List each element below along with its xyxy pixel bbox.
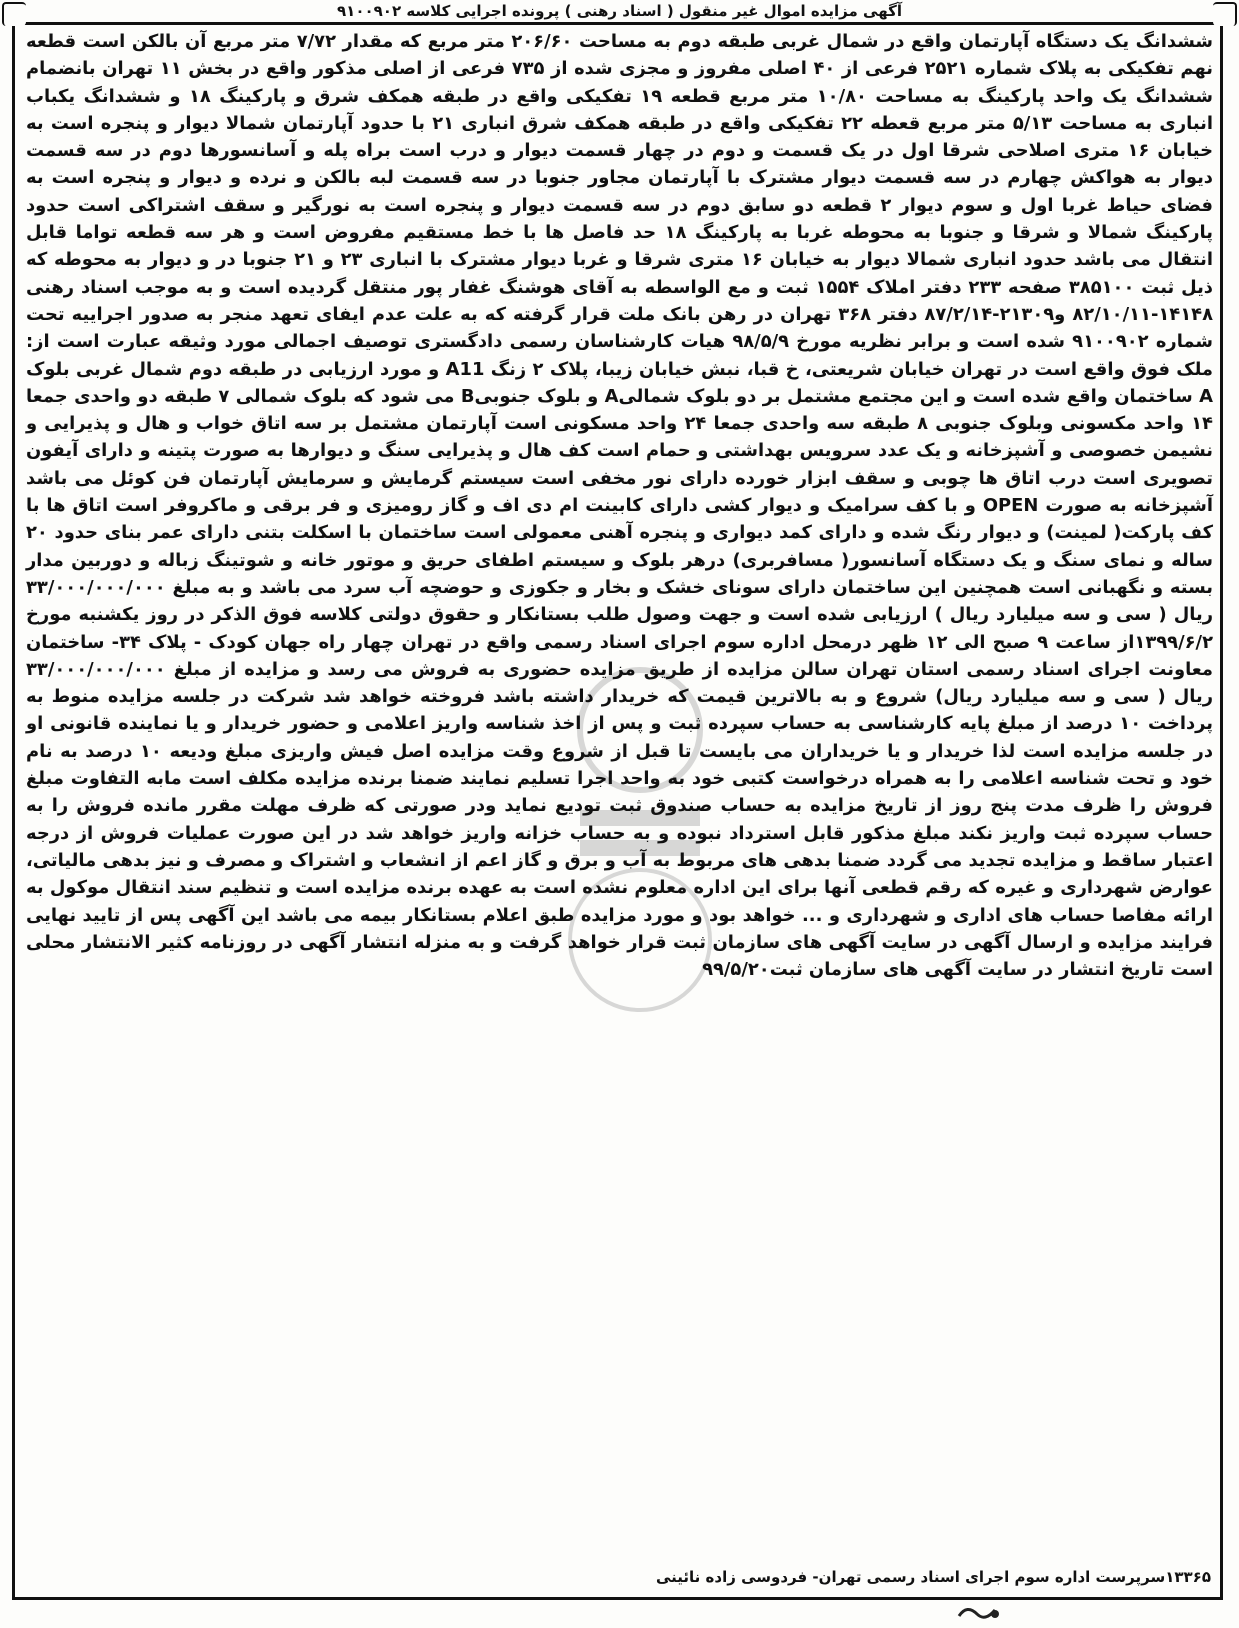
corner-ornament-top-right-icon [1213,2,1237,26]
stamp-mark-icon [955,1602,1003,1626]
notice-body-text: ششدانگ یک دستگاه آپارتمان واقع در شمال غربی طبقه دوم به مساحت ۲۰۶/۶۰ متر مربع که مقدار ۷/۷۲ متر مربع آن بالکن است قطعه نهم تفکیکی به پلاک شماره ۲۵۲۱ فرعی از ۴۰ اصلی مفروز و مجزی شده از ۷۳۵ فرعی از اصلی مذکور واقع در بخش ۱۱ تهران بانضمام ششدانگ یک واحد پارکینگ به مساحت ۱۰/۸۰ متر مربع قطعه ۱۹ تفکیکی واقع در طبقه همکف شرق و پارکینگ ۱۸ و ششدانگ یکباب انباری به مساحت ۵/۱۳ متر مربع قعطه ۲۲ تفکیکی واقع در طبقه همکف شرق انباری ۲۱ با حدود آپارتمان شمالا دیوار و پنجره است به خیابان ۱۶ متری اصلاحی شرقا اول در یک قسمت و دوم در چهار قسمت دیوار و درب است براه پله و آسانسورها دوم در سه قسمت دیوار به هواکش چهارم در سه قسمت دیوار مشترک با آپارتمان مجاور جنوبا در سه قسمت لبه بالکن و نرده و دیوار و پنجره است به فضای حیاط غربا اول و سوم دیوار ۲ قطعه دو سابق دوم در سه قسمت دیوار و پنجره است به نورگیر و سقف اشتراکی است حدود پارکینگ شمالا و شرقا و جنوبا به محوطه غربا به پارکینگ ۱۸ حد فاصل ها با خط مستقیم مفروض است و هر سه قطعه تواما قابل انتقال می باشد حدود انباری شمالا دیوار به خیابان ۱۶ متری شرقا و غربا دیوار مشترک با انباری ۲۳ و ۲۱ جنوبا در و دیوار به محوطه که ذیل ثبت ۳۸۵۱۰۰ صفحه ۲۳۳ دفتر املاک ۱۵۵۴ ثبت و مع الواسطه به آقای هوشنگ غفار پور منتقل گردیده است و به موجب اسناد رهنی ۱۴۱۴۸-۸۲/۱۰/۱۱ و۲۱۳۰۹-۸۷/۲/۱۴ دفتر ۳۶۸ تهران در رهن بانک ملت قرار گرفته که به علت عدم ایفای تعهد منجر به صدور اجراییه تحت شماره ۹۱۰۰۹۰۲ شده است و برابر نظریه مورخ ۹۸/۵/۹ هیات کارشناسان رسمی دادگستری توصیف اجمالی مورد وثیقه عبارت است از: ملک فوق واقع است در تهران خیابان شریعتی، خ قبا، نبش خیابان زیبا، پلاک ۲ زنگ A11 و مورد ارزیابی در طبقه دوم شمال غربی بلوک A ساختمان واقع شده است و این مجتمع مشتمل بر دو بلوک شمالیA و بلوک جنوبیB می شود که بلوک شمالی ۷ طبقه دو واحدی جمعا ۱۴ واحد مکسونی وبلوک جنوبی ۸ طبقه سه واحدی جمعا ۲۴ واحد مسکونی است آپارتمان مشتمل بر سه اتاق خواب و هال و پذیرایی و نشیمن خصوصی و آشپزخانه و یک عدد سرویس بهداشتی و حمام است کف هال و پذیرایی سنگ و دیوارها به صورت پتینه و دارای آیفون تصویری است درب اتاق ها چوبی و سقف ابزار خورده دارای نور مخفی است سیستم گرمایش و سرمایش آپارتمان فن کوئل می باشد آشپزخانه به صورت OPEN و با کف سرامیک و دیوار کشی دارای کابینت ام دی اف و گاز رومیزی و فر برقی و ماکروفر است اتاق ها با کف پارکت( لمینت) و دیوار رنگ شده و دارای کمد دیواری و پنجره آهنی معمولی است ساختمان با اسکلت بتنی دارای عمر بنای حدود ۲۰ ساله و نمای سنگ و یک دستگاه آسانسور( مسافربری) درهر بلوک و سیستم اطفای حریق و موتور خانه و شوتینگ زباله و دوربین مدار بسته و نگهبانی است همچنین این ساختمان دارای سونای خشک و بخار و جکوزی و حوضچه آب سرد می باشد و به مبلغ ۳۳/۰۰۰/۰۰۰/۰۰۰ ریال ( سی و سه میلیارد ریال ) ارزیابی شده است و جهت وصول طلب بستانکار و حقوق دولتی کلاسه فوق الذکر در روز یکشنبه مورخ ۱۳۹۹/۶/۲از ساعت ۹ صبح الی ۱۲ ظهر درمحل اداره سوم اجرای اسناد رسمی واقع در تهران چهار راه جهان کودک - پلاک ۳۴- ساختمان معاونت اجرای اسناد رسمی استان تهران سالن مزایده از طریق مزایده حضوری به فروش می رسد و مزایده از مبلغ ۳۳/۰۰۰/۰۰۰/۰۰۰ ریال ( سی و سه میلیارد ریال) شروع و به بالاترین قیمت که خریدار داشته باشد فروخته خواهد شد شرکت در جلسه مزایده منوط به پرداخت ۱۰ درصد از مبلغ پایه کارشناسی به حساب سپرده ثبت و پس از اخذ شناسه واریز اعلامی و حضور خریدار و یا نماینده قانونی او در جلسه مزایده است لذا خریدار و یا خریداران می بایست تا قبل از شروع وقت مزایده اصل فیش واریزی مبلغ ودیعه ۱۰ درصد به نام خود و تحت شناسه اعلامی را به همراه درخواست کتبی خود به واحد اجرا تسلیم نمایند ضمنا برنده مزایده مکلف است مابه التفاوت مبلغ فروش را ظرف مدت پنج روز از تاریخ مزایده به حساب صندوق ثبت توديع نمايد ودر صورتی که ظرف مهلت مقرر مانده فروش را به حساب سپرده ثبت واریز نکند مبلغ مذکور قابل استرداد نبوده و به حساب خزانه واریز خواهد شد در این صورت عملیات فروش از درجه اعتبار ساقط و مزایده تجدید می گردد ضمنا بدهی های مربوط به آب و برق و گاز اعم از انشعاب و اشتراک و مصرف و نیز بدهی مالیاتی، عوارض شهرداری و غیره که رقم قطعی آنها برای این اداره معلوم نشده است به عهده برنده مزایده است و تنظیم سند انتقال موکول به ارائه مفاصا حساب های اداری و شهرداری و ... خواهد بود و مورد مزایده طبق اعلام بستانکار بیمه می باشد این آگهی پس از تایید نهایی فرایند مزایده و ارسال آگهی در سایت آگهی های سازمان ثبت قرار خواهد گرفت و به منزله انتشار آگهی در روزنامه کثیر الانتشار محلی است تاریخ انتشار در سایت آگهی های سازمان ثبت۹۹/۵/۲۰ [26,31,1214,981]
notice-signature-line: ۱۳۳۶۵سرپرست اداره سوم اجرای اسناد رسمی تهران- فردوسی زاده نائینی [656,1568,1211,1586]
corner-ornament-top-left-icon [2,2,26,26]
notice-header-title: آگهی مزایده اموال غیر منقول ( اسناد رهنی ) پرونده اجرایی کلاسه ۹۱۰۰۹۰۲ [337,2,902,20]
